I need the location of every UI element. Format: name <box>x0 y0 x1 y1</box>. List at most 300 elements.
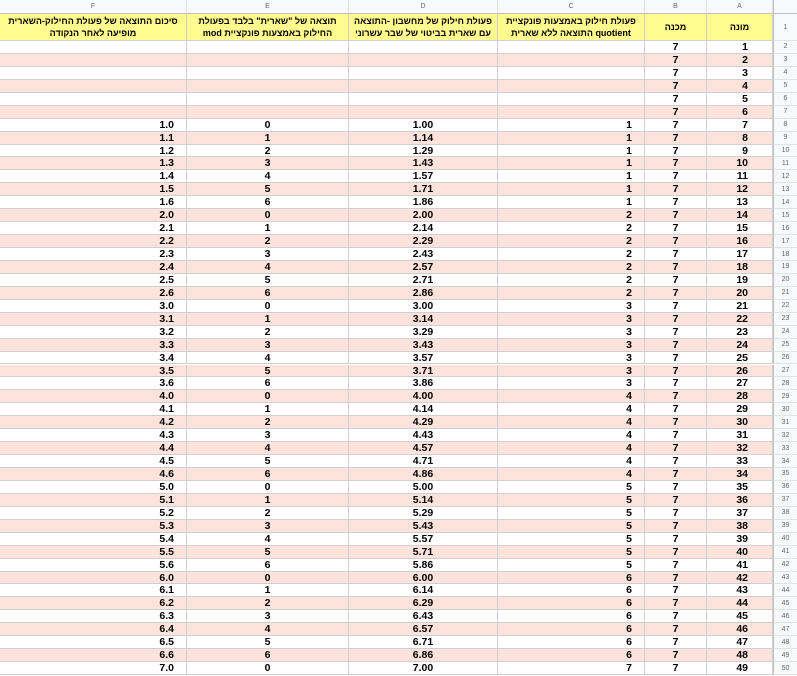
cell-f[interactable]: 6.3 <box>0 610 187 623</box>
cell-b[interactable]: 7 <box>645 287 707 300</box>
row-number[interactable]: 8 <box>773 119 797 132</box>
row-number[interactable]: 36 <box>773 481 797 494</box>
row-number[interactable]: 50 <box>773 662 797 675</box>
cell-e[interactable]: 3 <box>187 610 349 623</box>
cell-e[interactable]: 0 <box>187 300 349 313</box>
row-number[interactable]: 5 <box>773 80 797 93</box>
cell-d[interactable]: 4.00 <box>349 390 498 403</box>
cell-a[interactable]: 38 <box>707 520 773 533</box>
cell-d[interactable] <box>349 106 498 119</box>
cell-e[interactable]: 2 <box>187 507 349 520</box>
cell-f[interactable]: 2.6 <box>0 287 187 300</box>
cell-f[interactable] <box>0 41 187 54</box>
cell-f[interactable]: 3.4 <box>0 352 187 365</box>
cell-a[interactable]: 45 <box>707 610 773 623</box>
row-number[interactable]: 42 <box>773 559 797 572</box>
row-number[interactable]: 31 <box>773 416 797 429</box>
cell-d[interactable] <box>349 41 498 54</box>
cell-b[interactable]: 7 <box>645 67 707 80</box>
cell-b[interactable]: 7 <box>645 416 707 429</box>
cell-d[interactable]: 5.00 <box>349 481 498 494</box>
cell-f[interactable]: 3.1 <box>0 313 187 326</box>
cell-a[interactable]: 17 <box>707 248 773 261</box>
cell-f[interactable]: 2.1 <box>0 222 187 235</box>
cell-c[interactable]: 5 <box>498 533 645 546</box>
cell-c[interactable]: 1 <box>498 170 645 183</box>
cell-b[interactable]: 7 <box>645 41 707 54</box>
cell-a[interactable]: 49 <box>707 662 773 675</box>
cell-b[interactable]: 7 <box>645 636 707 649</box>
column-header-e[interactable]: E <box>187 0 349 14</box>
row-number[interactable]: 6 <box>773 93 797 106</box>
cell-f[interactable]: 6.1 <box>0 584 187 597</box>
cell-a[interactable]: 30 <box>707 416 773 429</box>
cell-c[interactable]: 3 <box>498 365 645 378</box>
cell-d[interactable]: 1.57 <box>349 170 498 183</box>
cell-f[interactable]: 4.6 <box>0 468 187 481</box>
row-number[interactable]: 3 <box>773 54 797 67</box>
header-cell-a[interactable]: מונה <box>707 14 773 41</box>
cell-e[interactable]: 6 <box>187 649 349 662</box>
cell-e[interactable]: 3 <box>187 339 349 352</box>
cell-a[interactable]: 35 <box>707 481 773 494</box>
cell-a[interactable]: 36 <box>707 494 773 507</box>
cell-f[interactable] <box>0 93 187 106</box>
cell-a[interactable]: 31 <box>707 429 773 442</box>
cell-d[interactable]: 2.00 <box>349 209 498 222</box>
cell-e[interactable]: 0 <box>187 209 349 222</box>
cell-e[interactable]: 4 <box>187 352 349 365</box>
cell-c[interactable]: 4 <box>498 416 645 429</box>
cell-f[interactable]: 4.1 <box>0 403 187 416</box>
row-number[interactable]: 25 <box>773 339 797 352</box>
cell-a[interactable]: 23 <box>707 326 773 339</box>
cell-a[interactable]: 3 <box>707 67 773 80</box>
cell-b[interactable]: 7 <box>645 597 707 610</box>
cell-c[interactable]: 4 <box>498 403 645 416</box>
row-number[interactable]: 23 <box>773 313 797 326</box>
cell-e[interactable]: 6 <box>187 196 349 209</box>
row-number[interactable]: 47 <box>773 623 797 636</box>
cell-e[interactable]: 4 <box>187 623 349 636</box>
cell-b[interactable]: 7 <box>645 300 707 313</box>
cell-f[interactable]: 2.0 <box>0 209 187 222</box>
cell-b[interactable]: 7 <box>645 261 707 274</box>
cell-c[interactable]: 1 <box>498 119 645 132</box>
cell-d[interactable] <box>349 93 498 106</box>
cell-f[interactable]: 2.3 <box>0 248 187 261</box>
cell-e[interactable] <box>187 41 349 54</box>
cell-d[interactable]: 1.14 <box>349 132 498 145</box>
cell-d[interactable]: 5.86 <box>349 559 498 572</box>
cell-b[interactable]: 7 <box>645 533 707 546</box>
cell-e[interactable]: 0 <box>187 481 349 494</box>
cell-e[interactable]: 5 <box>187 365 349 378</box>
cell-c[interactable]: 5 <box>498 559 645 572</box>
cell-b[interactable]: 7 <box>645 183 707 196</box>
cell-d[interactable]: 3.57 <box>349 352 498 365</box>
cell-f[interactable]: 3.6 <box>0 377 187 390</box>
row-number[interactable]: 20 <box>773 274 797 287</box>
cell-b[interactable]: 7 <box>645 546 707 559</box>
cell-c[interactable]: 4 <box>498 468 645 481</box>
cell-c[interactable] <box>498 80 645 93</box>
cell-d[interactable]: 5.29 <box>349 507 498 520</box>
cell-b[interactable]: 7 <box>645 157 707 170</box>
cell-a[interactable]: 26 <box>707 365 773 378</box>
cell-a[interactable]: 7 <box>707 119 773 132</box>
cell-f[interactable]: 1.0 <box>0 119 187 132</box>
cell-b[interactable]: 7 <box>645 196 707 209</box>
cell-e[interactable]: 5 <box>187 455 349 468</box>
cell-b[interactable]: 7 <box>645 520 707 533</box>
cell-c[interactable]: 6 <box>498 610 645 623</box>
header-cell-e[interactable]: תוצאה של "שארית" בלבד בפעולת החילוק באמצעות פונקציית mod <box>187 14 349 41</box>
cell-e[interactable]: 4 <box>187 442 349 455</box>
cell-a[interactable]: 20 <box>707 287 773 300</box>
cell-c[interactable]: 3 <box>498 300 645 313</box>
row-number[interactable]: 24 <box>773 326 797 339</box>
row-number[interactable]: 16 <box>773 222 797 235</box>
row-number[interactable]: 38 <box>773 507 797 520</box>
cell-a[interactable]: 42 <box>707 572 773 585</box>
row-number[interactable]: 39 <box>773 520 797 533</box>
row-number[interactable]: 40 <box>773 533 797 546</box>
cell-c[interactable]: 5 <box>498 546 645 559</box>
cell-b[interactable]: 7 <box>645 584 707 597</box>
header-cell-b[interactable]: מכנה <box>645 14 707 41</box>
cell-f[interactable]: 6.0 <box>0 572 187 585</box>
cell-d[interactable]: 3.29 <box>349 326 498 339</box>
row-number[interactable]: 17 <box>773 235 797 248</box>
cell-c[interactable]: 6 <box>498 649 645 662</box>
row-number[interactable]: 15 <box>773 209 797 222</box>
row-number[interactable]: 33 <box>773 442 797 455</box>
row-number[interactable]: 27 <box>773 365 797 378</box>
row-number[interactable]: 30 <box>773 403 797 416</box>
cell-c[interactable]: 5 <box>498 507 645 520</box>
cell-c[interactable]: 3 <box>498 339 645 352</box>
cell-b[interactable]: 7 <box>645 248 707 261</box>
cell-a[interactable]: 11 <box>707 170 773 183</box>
cell-c[interactable]: 1 <box>498 183 645 196</box>
cell-d[interactable]: 1.71 <box>349 183 498 196</box>
cell-a[interactable]: 28 <box>707 390 773 403</box>
cell-c[interactable]: 4 <box>498 442 645 455</box>
cell-c[interactable]: 3 <box>498 377 645 390</box>
cell-b[interactable]: 7 <box>645 481 707 494</box>
cell-f[interactable]: 5.6 <box>0 559 187 572</box>
cell-f[interactable]: 7.0 <box>0 662 187 675</box>
cell-b[interactable]: 7 <box>645 572 707 585</box>
cell-b[interactable]: 7 <box>645 559 707 572</box>
cell-e[interactable]: 1 <box>187 403 349 416</box>
cell-b[interactable]: 7 <box>645 274 707 287</box>
cell-b[interactable]: 7 <box>645 623 707 636</box>
cell-b[interactable]: 7 <box>645 106 707 119</box>
cell-c[interactable] <box>498 54 645 67</box>
cell-e[interactable] <box>187 67 349 80</box>
header-cell-f[interactable]: סיכום התוצאה של פעולת החילוק-השארית מופיעה לאחר הנקודה <box>0 14 187 41</box>
cell-f[interactable] <box>0 67 187 80</box>
cell-a[interactable]: 1 <box>707 41 773 54</box>
cell-e[interactable]: 6 <box>187 287 349 300</box>
cell-d[interactable]: 2.86 <box>349 287 498 300</box>
cell-d[interactable]: 1.00 <box>349 119 498 132</box>
cell-c[interactable]: 1 <box>498 145 645 158</box>
row-number[interactable]: 12 <box>773 170 797 183</box>
cell-e[interactable]: 4 <box>187 533 349 546</box>
cell-d[interactable]: 5.57 <box>349 533 498 546</box>
cell-b[interactable]: 7 <box>645 377 707 390</box>
cell-a[interactable]: 47 <box>707 636 773 649</box>
cell-b[interactable]: 7 <box>645 390 707 403</box>
cell-e[interactable]: 3 <box>187 429 349 442</box>
cell-d[interactable] <box>349 67 498 80</box>
cell-e[interactable]: 6 <box>187 559 349 572</box>
row-number[interactable]: 44 <box>773 584 797 597</box>
cell-f[interactable]: 3.0 <box>0 300 187 313</box>
cell-f[interactable]: 6.2 <box>0 597 187 610</box>
cell-d[interactable]: 6.00 <box>349 572 498 585</box>
cell-d[interactable]: 4.71 <box>349 455 498 468</box>
cell-d[interactable]: 2.29 <box>349 235 498 248</box>
cell-d[interactable]: 2.14 <box>349 222 498 235</box>
cell-b[interactable]: 7 <box>645 170 707 183</box>
cell-c[interactable]: 3 <box>498 313 645 326</box>
cell-a[interactable]: 41 <box>707 559 773 572</box>
cell-a[interactable]: 37 <box>707 507 773 520</box>
cell-c[interactable]: 5 <box>498 481 645 494</box>
cell-b[interactable]: 7 <box>645 352 707 365</box>
cell-c[interactable]: 2 <box>498 235 645 248</box>
row-number[interactable]: 2 <box>773 41 797 54</box>
cell-e[interactable]: 6 <box>187 377 349 390</box>
cell-a[interactable]: 2 <box>707 54 773 67</box>
column-header-c[interactable]: C <box>498 0 645 14</box>
cell-c[interactable]: 6 <box>498 597 645 610</box>
cell-e[interactable]: 3 <box>187 520 349 533</box>
cell-b[interactable]: 7 <box>645 145 707 158</box>
row-number[interactable]: 48 <box>773 636 797 649</box>
cell-e[interactable]: 6 <box>187 468 349 481</box>
cell-d[interactable]: 2.57 <box>349 261 498 274</box>
cell-e[interactable]: 1 <box>187 132 349 145</box>
cell-b[interactable]: 7 <box>645 209 707 222</box>
cell-e[interactable] <box>187 93 349 106</box>
cell-c[interactable]: 5 <box>498 520 645 533</box>
cell-f[interactable] <box>0 80 187 93</box>
cell-a[interactable]: 14 <box>707 209 773 222</box>
cell-f[interactable]: 5.5 <box>0 546 187 559</box>
cell-a[interactable]: 16 <box>707 235 773 248</box>
cell-a[interactable]: 29 <box>707 403 773 416</box>
cell-e[interactable]: 1 <box>187 494 349 507</box>
column-header-a[interactable]: A <box>707 0 773 14</box>
cell-a[interactable]: 4 <box>707 80 773 93</box>
cell-b[interactable]: 7 <box>645 93 707 106</box>
row-number[interactable]: 11 <box>773 157 797 170</box>
cell-b[interactable]: 7 <box>645 132 707 145</box>
row-number[interactable]: 28 <box>773 377 797 390</box>
header-cell-c[interactable]: פעולת חילוק באמצעות פונקציית quotient התוצאה ללא שארית <box>498 14 645 41</box>
cell-e[interactable]: 2 <box>187 597 349 610</box>
cell-a[interactable]: 21 <box>707 300 773 313</box>
cell-a[interactable]: 22 <box>707 313 773 326</box>
cell-e[interactable]: 4 <box>187 170 349 183</box>
cell-f[interactable]: 3.3 <box>0 339 187 352</box>
cell-e[interactable] <box>187 80 349 93</box>
cell-c[interactable]: 3 <box>498 352 645 365</box>
cell-b[interactable]: 7 <box>645 326 707 339</box>
cell-c[interactable] <box>498 106 645 119</box>
cell-e[interactable]: 2 <box>187 416 349 429</box>
cell-f[interactable]: 3.2 <box>0 326 187 339</box>
cell-d[interactable]: 3.86 <box>349 377 498 390</box>
cell-e[interactable]: 2 <box>187 326 349 339</box>
row-number[interactable]: 45 <box>773 597 797 610</box>
cell-c[interactable]: 2 <box>498 209 645 222</box>
cell-a[interactable]: 46 <box>707 623 773 636</box>
cell-b[interactable]: 7 <box>645 313 707 326</box>
cell-f[interactable]: 6.4 <box>0 623 187 636</box>
cell-f[interactable]: 1.1 <box>0 132 187 145</box>
cell-d[interactable]: 4.86 <box>349 468 498 481</box>
cell-a[interactable]: 39 <box>707 533 773 546</box>
cell-f[interactable]: 5.3 <box>0 520 187 533</box>
cell-d[interactable]: 4.43 <box>349 429 498 442</box>
row-number[interactable]: 49 <box>773 649 797 662</box>
cell-a[interactable]: 48 <box>707 649 773 662</box>
cell-a[interactable]: 33 <box>707 455 773 468</box>
cell-b[interactable]: 7 <box>645 80 707 93</box>
cell-f[interactable]: 1.4 <box>0 170 187 183</box>
cell-f[interactable]: 6.5 <box>0 636 187 649</box>
row-number[interactable]: 32 <box>773 429 797 442</box>
cell-d[interactable]: 1.29 <box>349 145 498 158</box>
cell-a[interactable]: 12 <box>707 183 773 196</box>
cell-e[interactable]: 3 <box>187 248 349 261</box>
cell-c[interactable]: 3 <box>498 326 645 339</box>
cell-e[interactable]: 0 <box>187 119 349 132</box>
row-number[interactable]: 26 <box>773 352 797 365</box>
row-number[interactable]: 19 <box>773 261 797 274</box>
cell-f[interactable]: 6.6 <box>0 649 187 662</box>
cell-f[interactable]: 1.3 <box>0 157 187 170</box>
cell-a[interactable]: 19 <box>707 274 773 287</box>
row-number[interactable]: 21 <box>773 287 797 300</box>
cell-c[interactable]: 1 <box>498 132 645 145</box>
cell-a[interactable]: 9 <box>707 145 773 158</box>
cell-a[interactable]: 8 <box>707 132 773 145</box>
cell-e[interactable]: 5 <box>187 546 349 559</box>
cell-b[interactable]: 7 <box>645 429 707 442</box>
cell-c[interactable]: 4 <box>498 455 645 468</box>
cell-e[interactable]: 4 <box>187 261 349 274</box>
cell-b[interactable]: 7 <box>645 403 707 416</box>
cell-d[interactable]: 3.43 <box>349 339 498 352</box>
cell-d[interactable]: 6.14 <box>349 584 498 597</box>
cell-c[interactable]: 5 <box>498 494 645 507</box>
row-number[interactable]: 9 <box>773 132 797 145</box>
row-number[interactable]: 34 <box>773 455 797 468</box>
cell-f[interactable] <box>0 54 187 67</box>
cell-c[interactable]: 1 <box>498 196 645 209</box>
cell-e[interactable]: 1 <box>187 222 349 235</box>
cell-e[interactable] <box>187 54 349 67</box>
header-cell-d[interactable]: פעולת חילוק של מחשבון -התוצאה עם שארית בביטוי של שבר עשרוני <box>349 14 498 41</box>
cell-c[interactable]: 2 <box>498 248 645 261</box>
row-number[interactable]: 4 <box>773 67 797 80</box>
cell-d[interactable]: 2.43 <box>349 248 498 261</box>
cell-d[interactable]: 7.00 <box>349 662 498 675</box>
cell-f[interactable]: 5.4 <box>0 533 187 546</box>
cell-f[interactable]: 2.5 <box>0 274 187 287</box>
cell-f[interactable]: 5.0 <box>0 481 187 494</box>
cell-e[interactable]: 5 <box>187 636 349 649</box>
cell-b[interactable]: 7 <box>645 662 707 675</box>
cell-e[interactable]: 0 <box>187 572 349 585</box>
cell-e[interactable]: 1 <box>187 584 349 597</box>
cell-d[interactable] <box>349 80 498 93</box>
row-number[interactable]: 46 <box>773 610 797 623</box>
cell-f[interactable]: 4.3 <box>0 429 187 442</box>
cell-a[interactable]: 32 <box>707 442 773 455</box>
cell-f[interactable]: 2.4 <box>0 261 187 274</box>
cell-a[interactable]: 34 <box>707 468 773 481</box>
cell-f[interactable]: 4.0 <box>0 390 187 403</box>
row-number[interactable]: 10 <box>773 145 797 158</box>
select-all-corner[interactable] <box>773 0 797 14</box>
cell-c[interactable]: 6 <box>498 572 645 585</box>
cell-d[interactable]: 3.00 <box>349 300 498 313</box>
column-header-d[interactable]: D <box>349 0 498 14</box>
cell-a[interactable]: 25 <box>707 352 773 365</box>
cell-a[interactable]: 5 <box>707 93 773 106</box>
cell-c[interactable]: 1 <box>498 157 645 170</box>
cell-a[interactable]: 40 <box>707 546 773 559</box>
cell-e[interactable]: 2 <box>187 235 349 248</box>
cell-a[interactable]: 13 <box>707 196 773 209</box>
cell-c[interactable]: 7 <box>498 662 645 675</box>
cell-f[interactable]: 1.6 <box>0 196 187 209</box>
column-header-b[interactable]: B <box>645 0 707 14</box>
cell-e[interactable]: 5 <box>187 183 349 196</box>
cell-d[interactable]: 6.29 <box>349 597 498 610</box>
cell-a[interactable]: 27 <box>707 377 773 390</box>
cell-f[interactable]: 5.1 <box>0 494 187 507</box>
cell-b[interactable]: 7 <box>645 494 707 507</box>
cell-d[interactable]: 6.43 <box>349 610 498 623</box>
cell-b[interactable]: 7 <box>645 649 707 662</box>
cell-d[interactable]: 6.86 <box>349 649 498 662</box>
cell-c[interactable]: 6 <box>498 623 645 636</box>
row-number[interactable]: 13 <box>773 183 797 196</box>
cell-d[interactable]: 6.57 <box>349 623 498 636</box>
cell-f[interactable]: 5.2 <box>0 507 187 520</box>
row-number[interactable]: 1 <box>773 14 797 41</box>
row-number[interactable]: 41 <box>773 546 797 559</box>
cell-f[interactable]: 4.4 <box>0 442 187 455</box>
cell-d[interactable]: 5.43 <box>349 520 498 533</box>
cell-f[interactable]: 4.2 <box>0 416 187 429</box>
cell-d[interactable]: 3.14 <box>349 313 498 326</box>
cell-b[interactable]: 7 <box>645 455 707 468</box>
cell-f[interactable]: 1.5 <box>0 183 187 196</box>
cell-d[interactable]: 3.71 <box>349 365 498 378</box>
row-number[interactable]: 14 <box>773 196 797 209</box>
cell-b[interactable]: 7 <box>645 468 707 481</box>
